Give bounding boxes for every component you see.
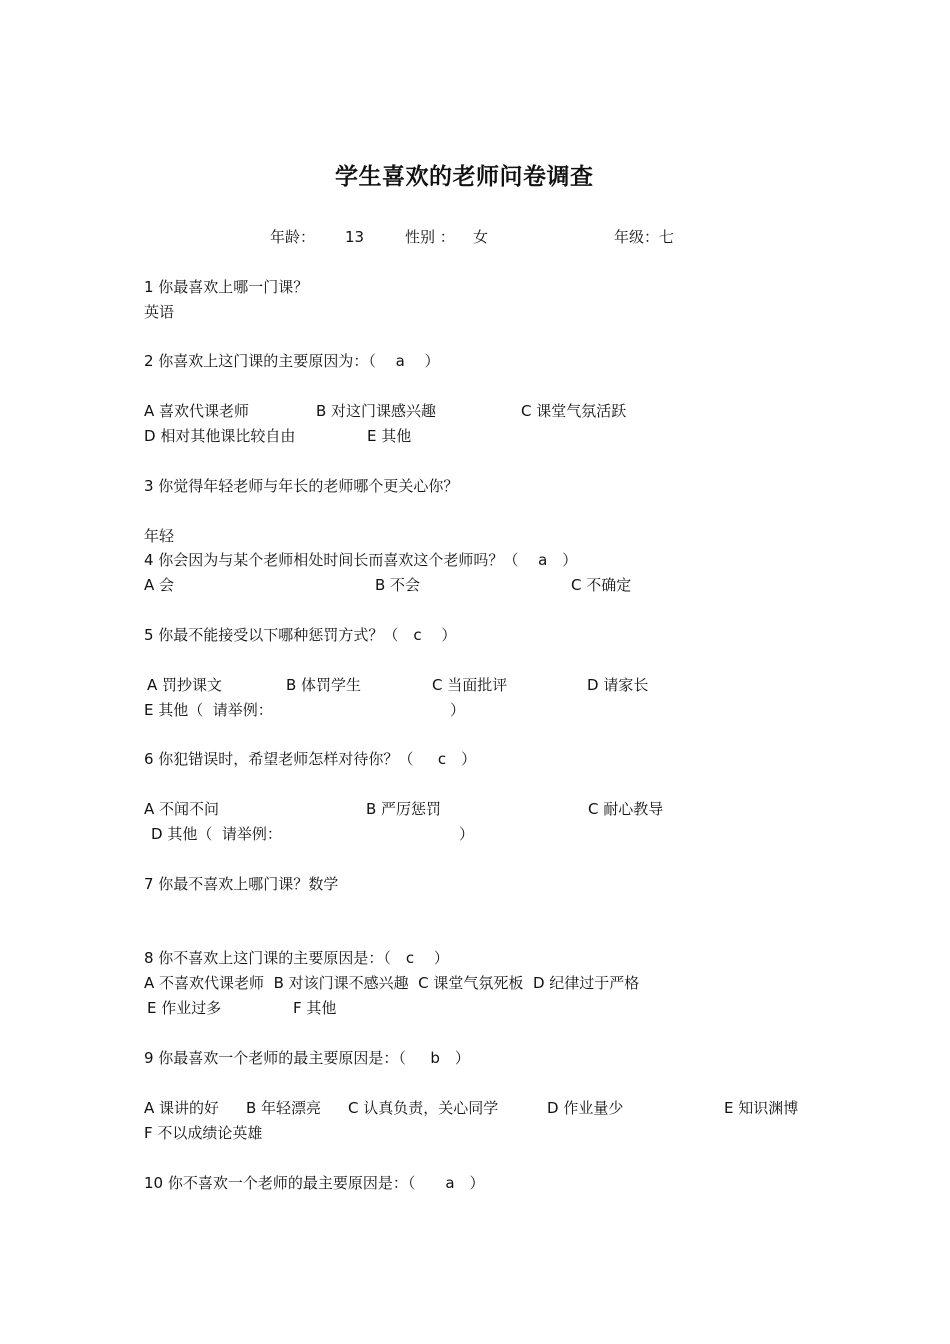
question-9: 9 你最喜欢一个老师的最主要原因是：（ b ） [144,1049,470,1067]
gender-value: 女 [473,228,489,246]
q6-option-d-close: ） [459,825,475,843]
grade-field: 年级：七 [614,228,675,246]
q9-option-d: D 作业量少 [547,1099,624,1117]
q8-option-f: F 其他 [293,999,337,1017]
q5-option-e: E 其他（ 请举例： [144,701,273,719]
age-value: 13 [345,228,365,246]
q9-option-e: E 知识渊博 [724,1099,799,1117]
q5-option-b: B 体罚学生 [286,676,362,694]
gender-label: 性别 ： [405,228,455,246]
q2-option-b: B 对这门课感兴趣 [316,402,437,420]
question-10: 10 你不喜欢一个老师的最主要原因是：（ a ） [144,1174,485,1192]
question-2: 2 你喜欢上这门课的主要原因为：（ a ） [144,352,440,370]
answer-1: 英语 [144,303,175,321]
q2-option-c: C 课堂气氛活跃 [521,402,627,420]
q5-option-e-close: ） [450,701,466,719]
q6-option-b: B 严厉惩罚 [366,800,442,818]
q6-option-c: C 耐心教导 [588,800,664,818]
q6-option-a: A 不闻不问 [144,800,220,818]
q2-option-e: E 其他 [367,427,412,445]
question-8: 8 你不喜欢上这门课的主要原因是：（ c ） [144,949,449,967]
question-3: 3 你觉得年轻老师与年长的老师哪个更关心你？ [144,477,459,495]
question-1: 1 你最喜欢上哪一门课？ [144,278,309,296]
q8-options-line: A 不喜欢代课老师 B 对该门课不感兴趣 C 课堂气氛死板 D 纪律过于严格 [144,974,640,992]
q4-option-c: C 不确定 [571,576,632,594]
question-4: 4 你会因为与某个老师相处时间长而喜欢这个老师吗？（ a ） [144,551,578,569]
q9-option-a: A 课讲的好 [144,1099,220,1117]
answer-3: 年轻 [144,527,175,545]
q9-option-c: C 认真负责，关心同学 [348,1099,499,1117]
q9-option-f: F 不以成绩论英雄 [144,1124,263,1142]
question-7: 7 你最不喜欢上哪门课？数学 [144,875,339,893]
q2-option-a: A 喜欢代课老师 [144,402,250,420]
q6-option-d: D 其他（ 请举例： [151,825,282,843]
page-title: 学生喜欢的老师问卷调查 [335,164,594,190]
q4-option-a: A 会 [144,576,175,594]
question-6: 6 你犯错误时，希望老师怎样对待你？（ c ） [144,750,477,768]
q9-option-b: B 年轻漂亮 [246,1099,322,1117]
q5-option-c: C 当面批评 [432,676,508,694]
q5-option-a: A 罚抄课文 [147,676,223,694]
age-label: 年龄： [270,228,316,246]
q4-option-b: B 不会 [375,576,421,594]
q8-option-e: E 作业过多 [147,999,222,1017]
question-5: 5 你最不能接受以下哪种惩罚方式？（ c ） [144,626,457,644]
q2-option-d: D 相对其他课比较自由 [144,427,296,445]
q5-option-d: D 请家长 [587,676,649,694]
